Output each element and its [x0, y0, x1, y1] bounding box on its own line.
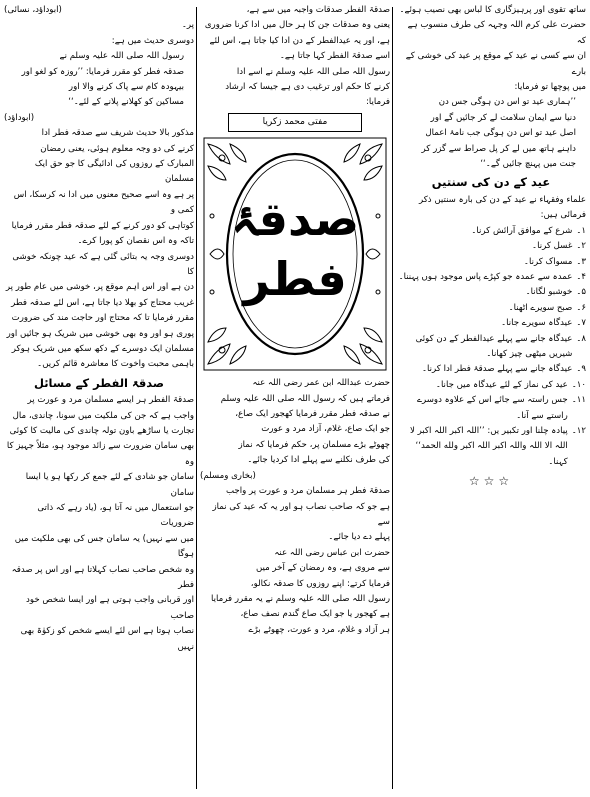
column-left — [4, 3, 194, 793]
text-line: اصل عید تو اس دن ہوگی جب نامۂ اعمال — [425, 128, 576, 139]
text-line: پوری ہو اور وہ بھی خوشی میں شریک ہو جائیں اور — [6, 328, 194, 339]
text-line: مساکین کو کھلانے پلانے کے لئے۔‘‘ — [68, 97, 184, 108]
text-line: صدقہ فطر کو مقرر فرمایا: ’’روزہ کو لغو اور — [21, 66, 184, 77]
list-item: ۴۔ عمدہ سے عمدہ جو کپڑے پاس موجود ہوں پہننا۔ — [398, 271, 586, 282]
text-line: ہے، اور یہ عیدالفطر کے دن ادا کیا جاتا ہے، اس لئے — [209, 35, 390, 46]
text-line: صدقۃ الفطر صدقات واجبہ میں سے ہے، — [246, 5, 390, 15]
text-line: علماء وفقہاء نے عید کے دن کی بارہ سنتیں ذکر — [418, 194, 586, 205]
text-line: رسول اللہ صلی اللہ علیہ وسلم نے اسے ادا — [236, 66, 390, 77]
list-item: ۵۔ خوشبو لگانا۔ — [525, 287, 586, 298]
text-line: ساتھ تقوی اور پرہیزگاری کا لباس بھی نصیب ہوئے۔ — [399, 5, 586, 15]
text-line: داہنے ہاتھ میں لے کر پل صراط سے گزر کر — [421, 143, 576, 154]
quote-poem — [396, 95, 586, 172]
text-line: رسول اللہ صلی اللہ علیہ وسلم نے یہ مقرر فرمایا — [211, 593, 390, 604]
text-line: حضرت علی کرم اللہ وجہہ کی طرف منسوب ہے کہ — [407, 20, 586, 46]
newspaper-page — [4, 3, 586, 793]
list-item: ۱۱۔ جس راستہ سے جائے اس کے علاوہ دوسرے راستے سے آنا۔ — [416, 395, 586, 421]
end-stars: ☆☆☆ — [468, 474, 514, 489]
list-item: ۹۔ عیدگاہ جانے سے پہلے صدقۂ فطر ادا کرنا۔ — [421, 364, 586, 375]
column-middle — [200, 3, 390, 793]
text-line: صدقۃ الفطر ہر ایسے مسلمان مرد و عورت پر — [27, 395, 194, 406]
list-item: ۲۔ غسل کرنا۔ — [532, 241, 586, 252]
text-line: ہے کھجور یا جو ایک صاع گندم نصف صاع، — [240, 609, 390, 620]
list-item: ۱۲۔ پیادہ چلنا اور تکبیر یں: ’’اللہ اکبر اللہ اکبر لا اللہ الا اللہ واللہ اکبر اللہ اکبر ولله الحمد‘‘ کہنا۔ — [409, 425, 586, 467]
title-ornament-frame — [200, 136, 390, 372]
text-line: ’’ہماری عید تو اس دن ہوگی جس دن — [438, 97, 576, 108]
list-item: ۸۔ عیدگاہ جانے سے پہلے عیدالفطر کے دن کوئی شیریں میٹھی چیز کھانا۔ — [415, 333, 586, 359]
text-line: ہر آزاد و غلام، مرد و عورت، چھوٹے بڑے — [248, 624, 390, 635]
text-line: واجب ہے کہ جن کی ملکیت میں سونا، چاندی، مال — [12, 410, 194, 421]
text-line: مقرر فرمایا تا کہ محتاج اور حاجت مند کی ضرورت — [11, 313, 194, 324]
section-heading: عید کے دن کی سنتیں — [431, 175, 551, 190]
text-line: تاکہ وہ اس نقصان کو پورا کرے۔ — [77, 236, 194, 247]
text-line: دنیا سے ایمان سلامت لے کر جائیں گے اور — [430, 112, 576, 123]
text-line: ہے جو کہ صاحب نصاب ہو اور یہ کہ عید کی نماز سے — [212, 501, 390, 527]
text-line: غریب محتاج کو بھلا دیا جاتا ہے، اس لئے صدقہ فطر — [11, 297, 194, 308]
author-byline: مفتی محمد زکریا — [228, 113, 362, 132]
text-line: دوسری وجہ یہ بتائی گئی ہے کہ عید چونکہ خوشی کا — [12, 251, 194, 277]
article-title-line2: فطر — [243, 252, 347, 307]
text-line: جنت میں پہنچ جائیں گے۔‘‘ — [480, 159, 576, 170]
column-divider — [196, 7, 197, 789]
hadith-quote — [4, 49, 194, 111]
reference: (ابوداؤد، نسائی) — [4, 5, 62, 15]
text-line: دن ہے اور اس اہم موقع پر، خوشی میں عام طور پر — [5, 282, 194, 293]
text-line: کرنے کا حکم اور ترغیب دی ہے جیسا کہ ارشاد فرمایا: — [225, 82, 390, 108]
text-line: فرماتے ہیں کہ رسول اللہ صلی اللہ علیہ وسلم — [220, 393, 390, 404]
text-line: المبارک کے روزوں کی ادائیگی کا جو حق ایک مسلمان — [34, 159, 194, 185]
sunnah-list — [396, 224, 586, 471]
column-right — [396, 3, 586, 793]
text-line: پر۔ — [181, 20, 194, 31]
list-item: ۷۔ عیدگاہ سویرے جانا۔ — [501, 318, 586, 329]
list-item: ۱۔ شرع کے موافق آرائش کرنا۔ — [471, 225, 586, 236]
text-line: اور قربانی واجب ہوتی ہے اور ایسا شخص خود صاحب — [26, 595, 194, 621]
text-line: فرمائی ہیں: — [540, 210, 586, 221]
text-line: بھی سامان ضرورت سے زائد موجود ہو، مثلاً جہیز کا وہ — [6, 441, 194, 467]
text-line: یعنی وہ صدقات جن کا ہر حال میں ادا کرنا ضروری — [204, 20, 390, 31]
text-line: پر ہے وہ اسے صحیح معنوں میں ادا نہ کرسکا، اس کمی و — [13, 189, 194, 216]
text-line: جو استعمال میں نہ آتا ہو، (یاد رہے کہ ذاتی ضروریات — [37, 503, 194, 529]
text-line: فرمایا کرتے: اپنے روزوں کا صدقہ نکالو، — [250, 578, 390, 589]
article-title-line1: صدقۂ — [230, 192, 360, 247]
text-line: وہ شخص صاحب نصاب کہلاتا ہے اور اس پر صدقہ فطر — [11, 564, 194, 591]
text-line: رسول اللہ صلی اللہ علیہ وسلم نے — [59, 51, 184, 62]
text-line: چھوٹے بڑے مسلمان پر، حکم فرمایا کہ نماز — [238, 439, 390, 450]
text-line: بیہودہ کام سے پاک کرنے والا اور — [68, 82, 184, 93]
text-line: کوتاہی کو دور کرنے کے لئے صدقہ فطر مقرر فرمایا — [11, 220, 194, 231]
text-line: نصاب ہوتا ہے اس لئے ایسے شخص کو زکوٰۃ بھی نہیں — [20, 626, 194, 652]
text-line: کرنے کی دو وجہ معلوم ہوئی، یعنی رمضان — [40, 143, 194, 154]
reference: (بخاری ومسلم) — [200, 470, 256, 481]
section-heading: صدقۃ الفطر کے مسائل — [33, 375, 165, 390]
text-line: جو ایک صاع، غلام، آزاد مرد و عورت — [261, 424, 390, 435]
text-line: حضرت عبداللہ ابن عمر رضی اللہ عنہ — [252, 378, 390, 389]
list-item: ۳۔ مسواک کرنا۔ — [523, 256, 586, 267]
text-line: مذکور بالا حدیث شریف سے صدقہ فطر ادا — [41, 128, 194, 139]
text-line: کی طرف نکلنے سے پہلے ادا کردیا جائے۔ — [247, 455, 390, 466]
reference: (ابوداؤد) — [4, 112, 35, 123]
text-line: تجارت یا ساڑھے باون تولہ چاندی کی مالیت کا کوئی — [9, 425, 194, 436]
text-line: سے مروی ہے، وہ رمضان کے آخر میں — [255, 563, 390, 574]
text-line: سامان جو شادی کے لئے جمع کر رکھا ہو یا ایسا سامان — [25, 472, 194, 498]
column-divider — [392, 7, 393, 789]
text-line: اسے صدقۃ الفطر کہا جاتا ہے۔ — [279, 51, 390, 62]
text-line: صدقۃ فطر ہر مسلمان مرد و عورت پر واجب — [225, 486, 390, 497]
text-line: حضرت ابن عباس رضی اللہ عنہ — [274, 547, 390, 558]
list-item: ۶۔ صبح سویرے اٹھنا۔ — [508, 302, 586, 313]
text-line: دوسری حدیث میں ہے: — [111, 35, 194, 46]
text-line: مسلمان ایک دوسرے کے دکھ سکھ میں شریک ہوکر — [11, 343, 194, 354]
list-item: ۱۰۔ عید کی نماز کے لئے عیدگاہ میں جانا۔ — [435, 379, 586, 390]
text-line: نے صدقہ فطر مقرر فرمایا کھجور ایک صاع، — [235, 409, 390, 420]
text-line: میں پوچھا تو فرمایا: — [514, 82, 586, 93]
text-line: ان سے کسی نے عید کے موقع پر عید کی خوشی کے بارے — [405, 51, 586, 77]
text-line: باہمی محبت واخوت کا معاشرہ قائم کریں۔ — [37, 359, 194, 370]
text-line: میں سے نہیں) یہ سامان جس کی بھی ملکیت میں ہوگا — [14, 533, 194, 560]
text-line: پہلے دے دیا جائے۔ — [328, 532, 390, 543]
